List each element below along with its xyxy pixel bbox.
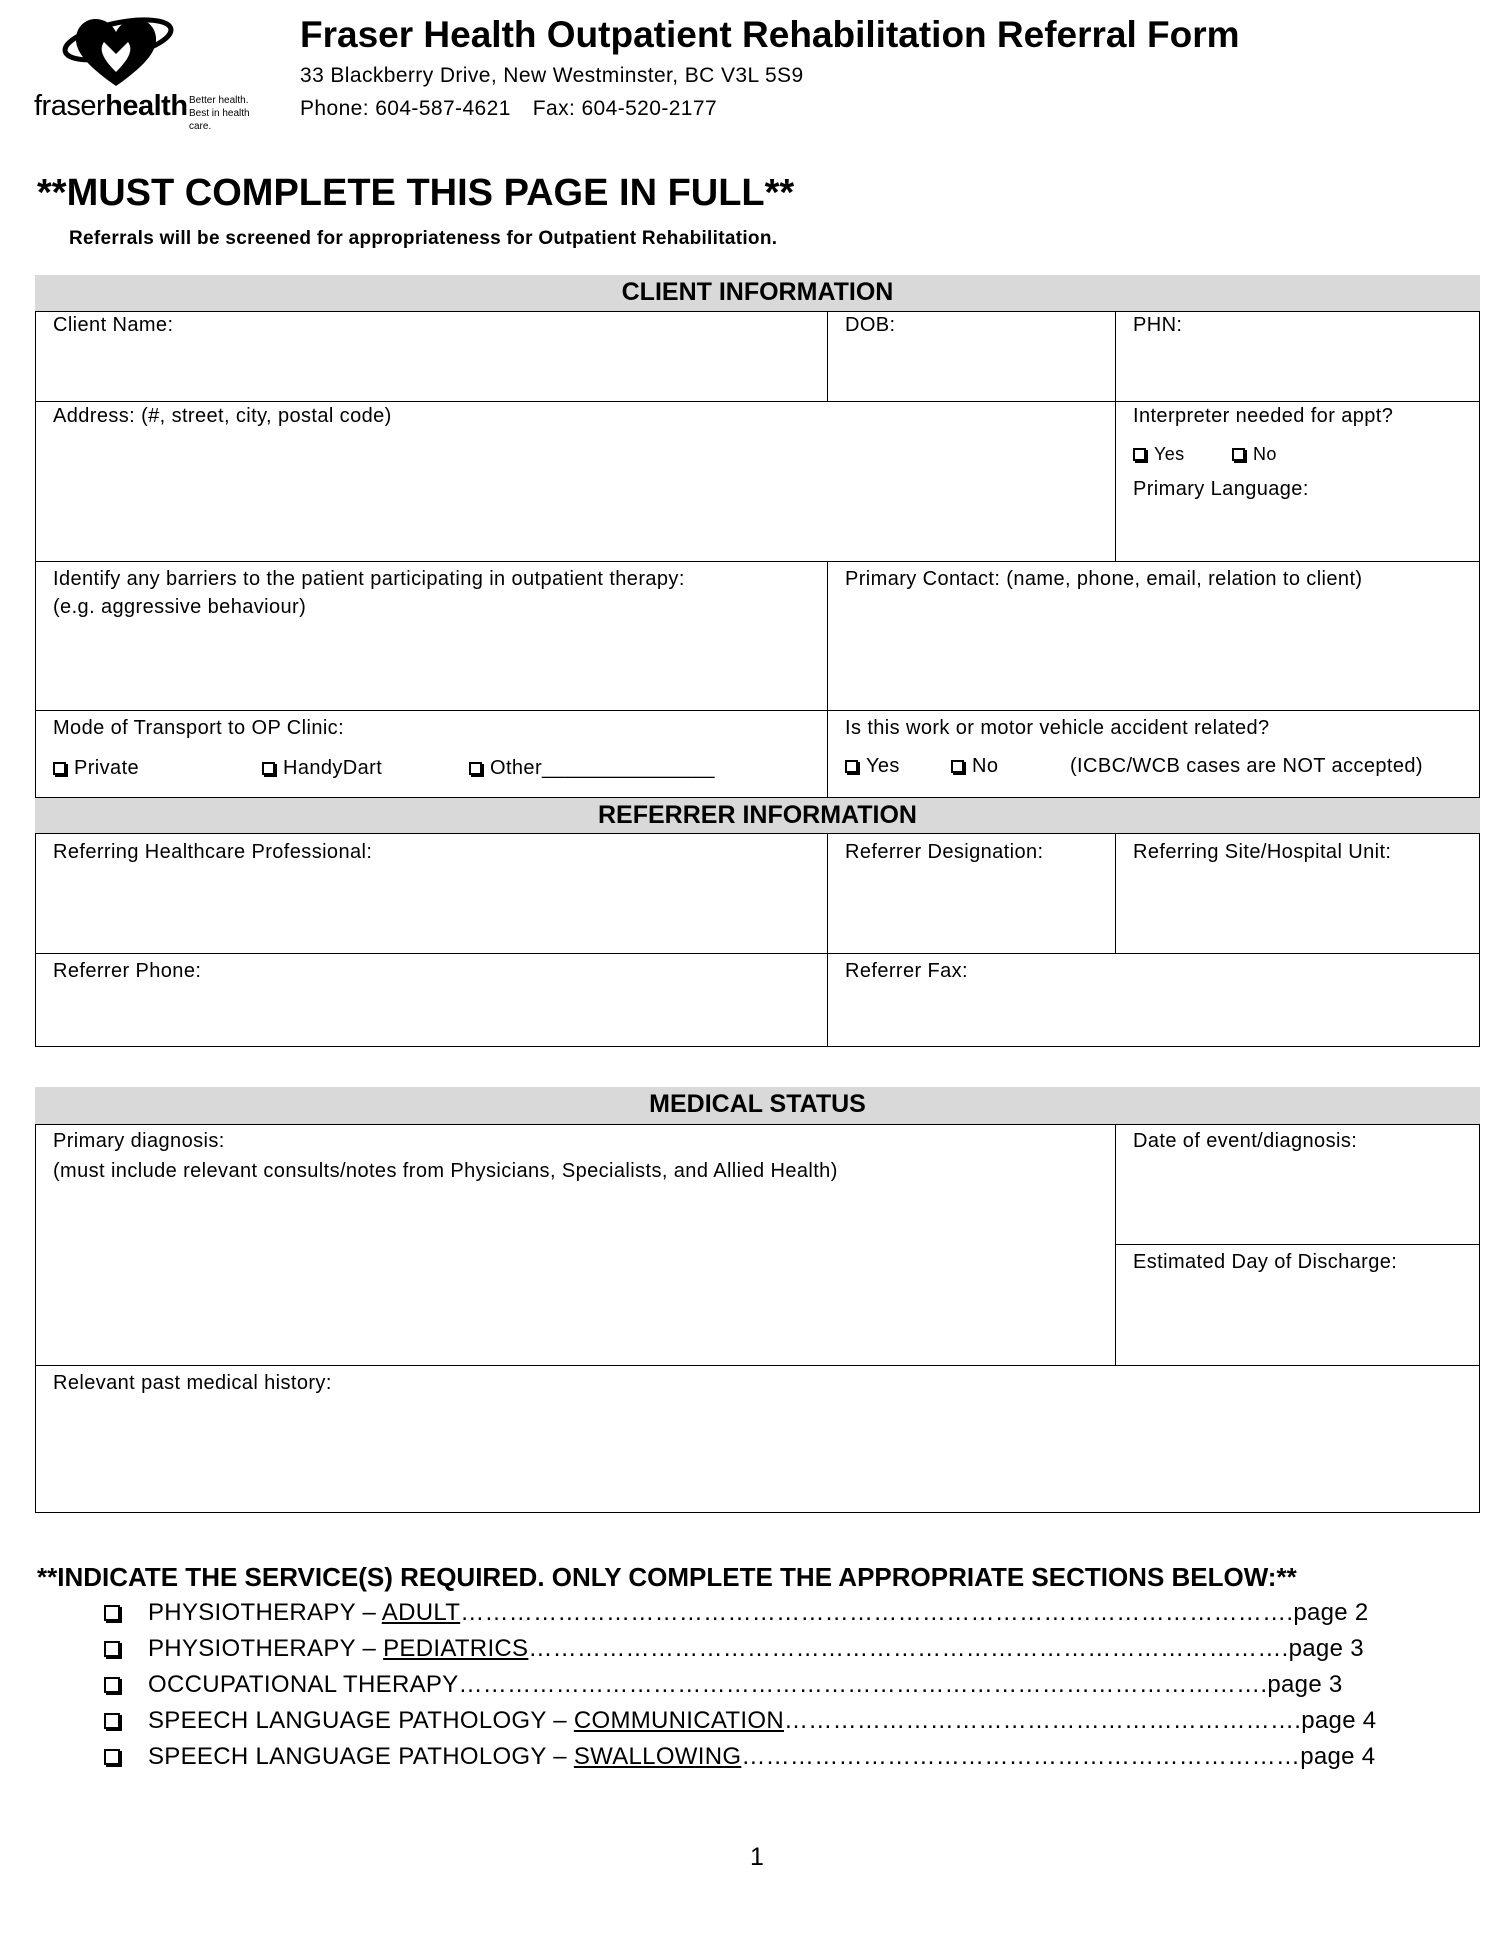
- date-of-event-field[interactable]: Date of event/diagnosis:: [1133, 1130, 1358, 1152]
- past-medical-history-field[interactable]: Relevant past medical history:: [53, 1372, 332, 1394]
- screening-note: Referrals will be screened for appropriateness for Outpatient Rehabilitation.: [69, 228, 778, 249]
- heart-logo-icon: [56, 10, 176, 88]
- form-title: Fraser Health Outpatient Rehabilitation Referral Form: [300, 14, 1240, 55]
- interpreter-yes-checkbox[interactable]: Yes: [1133, 444, 1185, 464]
- page-number: 1: [750, 1843, 764, 1871]
- logo-tagline: Better health. Best in health care.: [189, 95, 250, 132]
- transport-question: Mode of Transport to OP Clinic:: [53, 717, 345, 739]
- primary-contact-field[interactable]: Primary Contact: (name, phone, email, relation to client): [845, 568, 1363, 590]
- clinic-address: 33 Blackberry Drive, New Westminster, BC V3L 5S9: [300, 64, 804, 87]
- interpreter-question: Interpreter needed for appt?: [1133, 405, 1394, 427]
- icbc-wcb-note: (ICBC/WCB cases are NOT accepted): [1070, 755, 1423, 777]
- client-referrer-table: [35, 275, 1480, 1047]
- logo-wordmark: fraserhealth: [34, 90, 188, 122]
- client-information-heading: CLIENT INFORMATION: [35, 275, 1480, 312]
- referrer-information-heading: REFERRER INFORMATION: [35, 797, 1480, 834]
- discharge-date-field[interactable]: Estimated Day of Discharge:: [1133, 1251, 1398, 1273]
- fraser-health-logo: [34, 10, 274, 132]
- service-checkbox[interactable]: [104, 1641, 120, 1657]
- accident-no-checkbox[interactable]: No: [951, 752, 998, 780]
- phn-field[interactable]: PHN:: [1133, 314, 1183, 336]
- primary-diagnosis-field[interactable]: Primary diagnosis: (must include relevant consults/notes from Physicians, Specialists, and Allied Health): [53, 1130, 838, 1182]
- transport-private-checkbox[interactable]: Private: [53, 754, 139, 782]
- referring-professional-field[interactable]: Referring Healthcare Professional:: [53, 841, 373, 863]
- referrer-designation-field[interactable]: Referrer Designation:: [845, 841, 1044, 863]
- service-physio-adult[interactable]: PHYSIOTHERAPY – ADULT………………………………………………………………………………………….page 2: [104, 1599, 1369, 1627]
- accident-yes-checkbox[interactable]: Yes: [845, 752, 900, 780]
- must-complete-notice: **MUST COMPLETE THIS PAGE IN FULL**: [37, 172, 795, 214]
- services-required-heading: **INDICATE THE SERVICE(S) REQUIRED. ONLY COMPLETE THE APPROPRIATE SECTIONS BELOW:**: [37, 1562, 1297, 1592]
- transport-handydart-checkbox[interactable]: HandyDart: [262, 754, 382, 782]
- service-physio-pediatrics[interactable]: PHYSIOTHERAPY – PEDIATRICS………………………………………………………………………………….page 3: [104, 1635, 1364, 1663]
- referring-site-field[interactable]: Referring Site/Hospital Unit:: [1133, 841, 1392, 863]
- address-field[interactable]: Address: (#, street, city, postal code): [53, 405, 392, 427]
- dob-field[interactable]: DOB:: [845, 314, 896, 336]
- interpreter-no-checkbox[interactable]: No: [1232, 444, 1277, 464]
- barriers-field[interactable]: Identify any barriers to the patient participating in outpatient therapy: (e.g. aggressive behaviour): [53, 568, 685, 618]
- referrer-fax-field[interactable]: Referrer Fax:: [845, 960, 969, 982]
- interpreter-options: [1133, 440, 1277, 468]
- transport-other-checkbox[interactable]: Other_______________: [469, 754, 715, 782]
- client-name-field[interactable]: Client Name:: [53, 314, 174, 336]
- service-checkbox[interactable]: [104, 1749, 120, 1765]
- service-checkbox[interactable]: [104, 1713, 120, 1729]
- primary-language-field[interactable]: Primary Language:: [1133, 478, 1309, 500]
- clinic-contact: Phone: 604-587-4621 Fax: 604-520-2177: [300, 97, 718, 120]
- accident-question: Is this work or motor vehicle accident related?: [845, 717, 1270, 739]
- service-slp-communication[interactable]: SPEECH LANGUAGE PATHOLOGY – COMMUNICATION……………………………………………………….page 4: [104, 1707, 1376, 1735]
- medical-status-heading: MEDICAL STATUS: [35, 1087, 1480, 1125]
- service-checkbox[interactable]: [104, 1677, 120, 1693]
- service-checkbox[interactable]: [104, 1605, 120, 1621]
- service-slp-swallowing[interactable]: SPEECH LANGUAGE PATHOLOGY – SWALLOWING……………………………………………………………page 4: [104, 1743, 1375, 1771]
- referrer-phone-field[interactable]: Referrer Phone:: [53, 960, 202, 982]
- service-occupational-therapy[interactable]: OCCUPATIONAL THERAPY……………………………………………………………………………………….page 3: [104, 1671, 1343, 1699]
